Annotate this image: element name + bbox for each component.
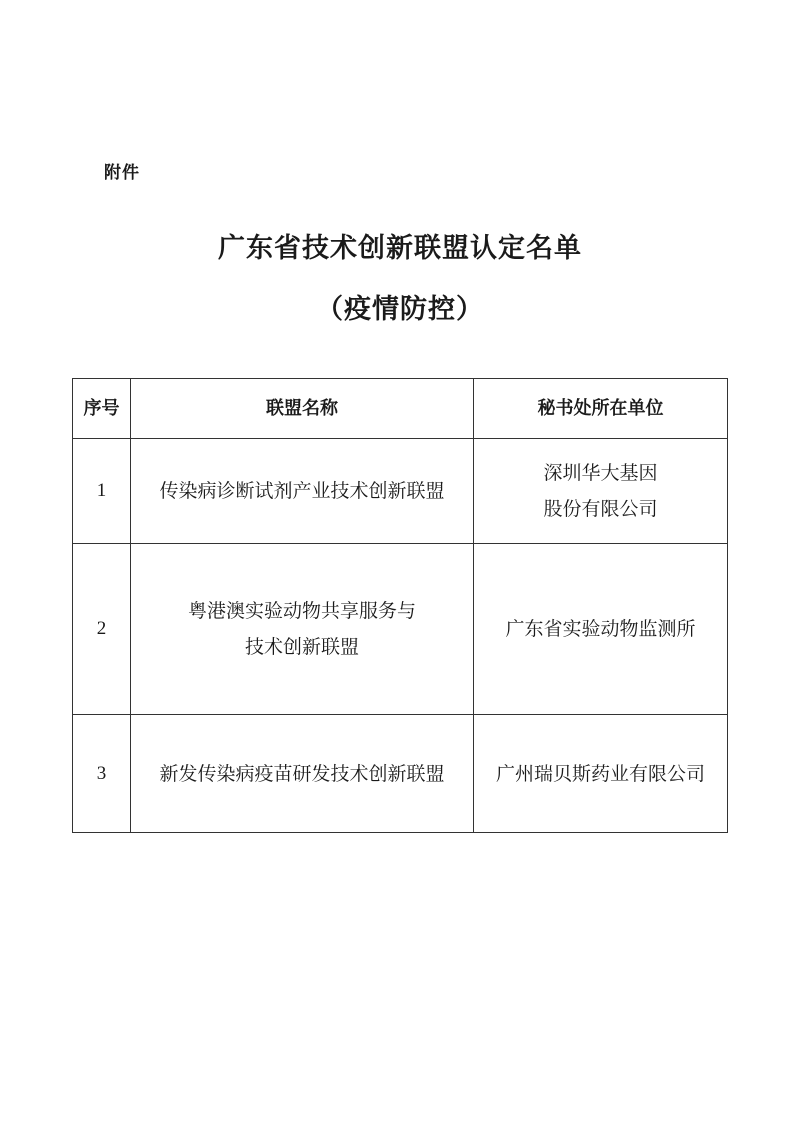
alliance-table — [72, 378, 728, 833]
document-title: 广东省技术创新联盟认定名单 — [218, 233, 582, 264]
alliance-name-line: 技术创新联盟 — [244, 636, 359, 658]
header-secretariat-unit: 秘书处所在单位 — [474, 379, 728, 439]
alliance-name-line: 新发传染病疫苗研发技术创新联盟 — [159, 762, 445, 785]
alliance-name-line: 粤港澳实验动物共享服务与 — [187, 600, 416, 622]
row-index: 2 — [73, 544, 131, 715]
unit-line: 股份有限公司 — [543, 498, 658, 520]
row-index: 1 — [73, 439, 131, 544]
alliance-name — [131, 439, 474, 544]
unit-line: 广东省实验动物监测所 — [505, 618, 696, 640]
unit-line: 广州瑞贝斯药业有限公司 — [495, 762, 705, 785]
table-row — [73, 715, 728, 833]
secretariat-unit — [474, 439, 728, 544]
table-header-row — [73, 379, 728, 439]
attachment-label: 附件 — [104, 163, 140, 183]
table-row — [73, 439, 728, 544]
header-alliance-name: 联盟名称 — [131, 379, 474, 439]
secretariat-unit — [474, 544, 728, 715]
alliance-name-line: 传染病诊断试剂产业技术创新联盟 — [159, 480, 445, 502]
table-row — [73, 544, 728, 715]
alliance-name — [131, 544, 474, 715]
alliance-name — [131, 715, 474, 833]
document-subtitle: （疫情防控） — [316, 294, 484, 325]
row-index: 3 — [73, 715, 131, 833]
unit-line: 深圳华大基因 — [543, 462, 658, 484]
secretariat-unit — [474, 715, 728, 833]
header-index: 序号 — [73, 379, 131, 439]
